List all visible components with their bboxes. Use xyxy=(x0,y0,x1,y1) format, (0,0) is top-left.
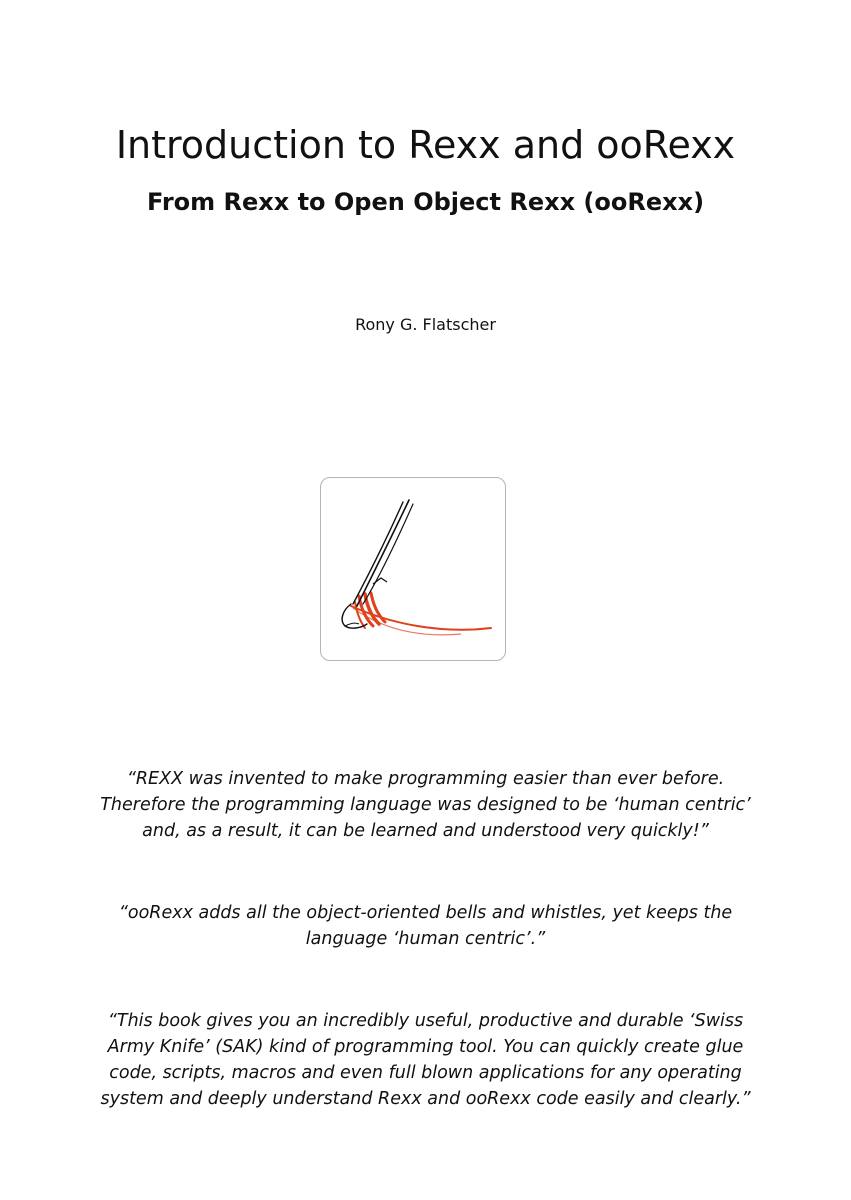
quill-pen-icon xyxy=(321,478,507,662)
book-title: Introduction to Rexx and ooRexx xyxy=(115,123,736,167)
quote-line: code, scripts, macros and even full blown applications for any operating xyxy=(109,1063,742,1083)
quote-line: and, as a result, it can be learned and understood very quickly!” xyxy=(142,821,709,841)
quote-rexx-origin xyxy=(40,766,811,844)
author-name: Rony G. Flatscher xyxy=(355,315,496,334)
quote-line: system and deeply understand Rexx and ooRexx code easily and clearly.” xyxy=(100,1089,751,1109)
logo-frame xyxy=(320,477,506,661)
book-subtitle: From Rexx to Open Object Rexx (ooRexx) xyxy=(146,188,705,216)
quote-line: language ‘human centric’.” xyxy=(305,929,546,949)
quote-line: Therefore the programming language was designed to be ‘human centric’ xyxy=(100,795,751,815)
quote-line: “ooRexx adds all the object-oriented bells and whistles, yet keeps the xyxy=(118,903,733,923)
quote-line: “This book gives you an incredibly useful, productive and durable ‘Swiss xyxy=(107,1011,744,1031)
quote-line: Army Knife’ (SAK) kind of programming tool. You can quickly create glue xyxy=(107,1037,744,1057)
quote-line: “REXX was invented to make programming easier than ever before. xyxy=(126,769,725,789)
quote-oorexx xyxy=(40,900,811,952)
quote-book-summary xyxy=(40,1008,811,1112)
